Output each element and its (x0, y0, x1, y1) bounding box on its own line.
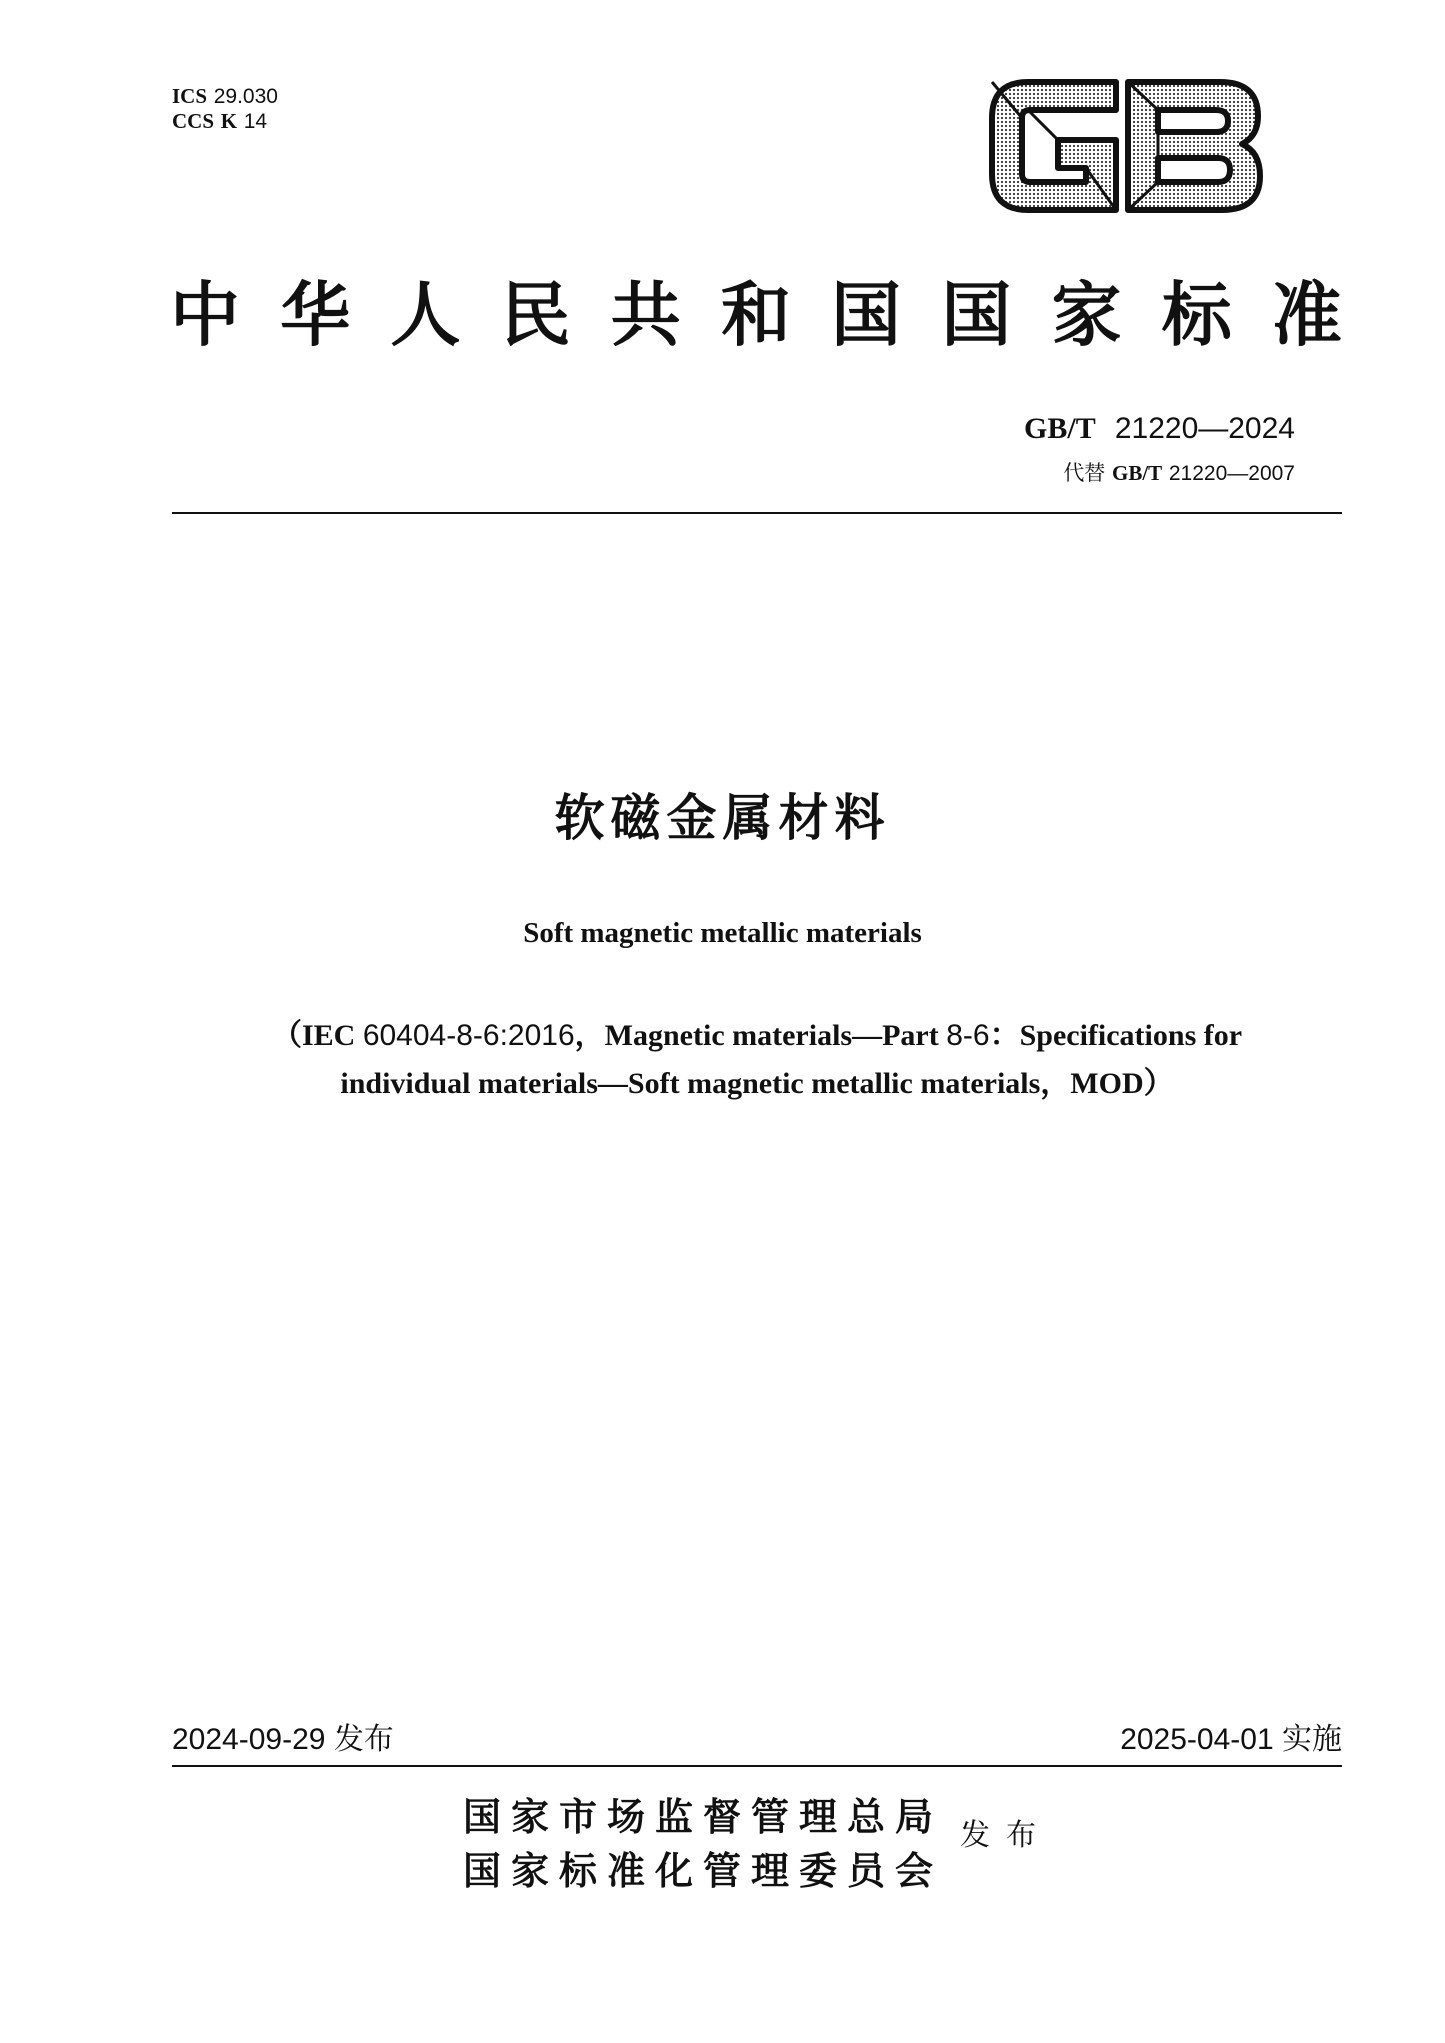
standard-number: GB/T 21220—2024 (1024, 412, 1295, 445)
document-title-en: Soft magnetic metallic materials (523, 917, 922, 949)
classification-codes (172, 84, 278, 134)
issuer-samr: 国家市场监督管理总局 (463, 1794, 944, 1839)
national-title-char: 华 (280, 273, 351, 356)
implementation-date: 2025-04-01 实施 (1120, 1723, 1342, 1756)
national-title-char: 和 (720, 273, 791, 356)
national-title-char: 民 (500, 273, 571, 356)
document-title-cn: 软磁金属材料 (554, 789, 891, 847)
national-title-char: 家 (1051, 273, 1122, 356)
replaces-standard: 代替 GB/T 21220—2007 (1063, 461, 1295, 485)
national-title-char: 中 (170, 273, 240, 356)
national-title-char: 国 (831, 273, 902, 356)
national-title-char: 准 (1271, 273, 1342, 356)
ccs-code: CCS K 14 (172, 109, 268, 133)
national-title-char: 国 (941, 273, 1012, 356)
issuer-verb: 发布 (960, 1818, 1052, 1853)
footer-divider (172, 1765, 1342, 1767)
header-divider (172, 512, 1342, 514)
issuer-sac: 国家标准化管理委员会 (463, 1848, 944, 1893)
adoption-statement (172, 1012, 1342, 1108)
adoption-line-1: （IEC 60404-8-6:2016，Magnetic materials—Part 8-6：Specifications for (271, 1019, 1243, 1052)
national-title-char: 标 (1161, 273, 1232, 356)
ics-code: ICS 29.030 (172, 84, 278, 108)
national-standard-title (170, 270, 1342, 360)
gb-logo-icon (988, 72, 1264, 220)
national-title-char: 人 (390, 273, 461, 356)
issuing-authorities (463, 1790, 943, 1898)
adoption-line-2: individual materials—Soft magnetic metallic materials，MOD） (340, 1067, 1174, 1100)
national-title-char: 共 (610, 273, 681, 356)
issue-date: 2024-09-29 发布 (172, 1723, 394, 1756)
